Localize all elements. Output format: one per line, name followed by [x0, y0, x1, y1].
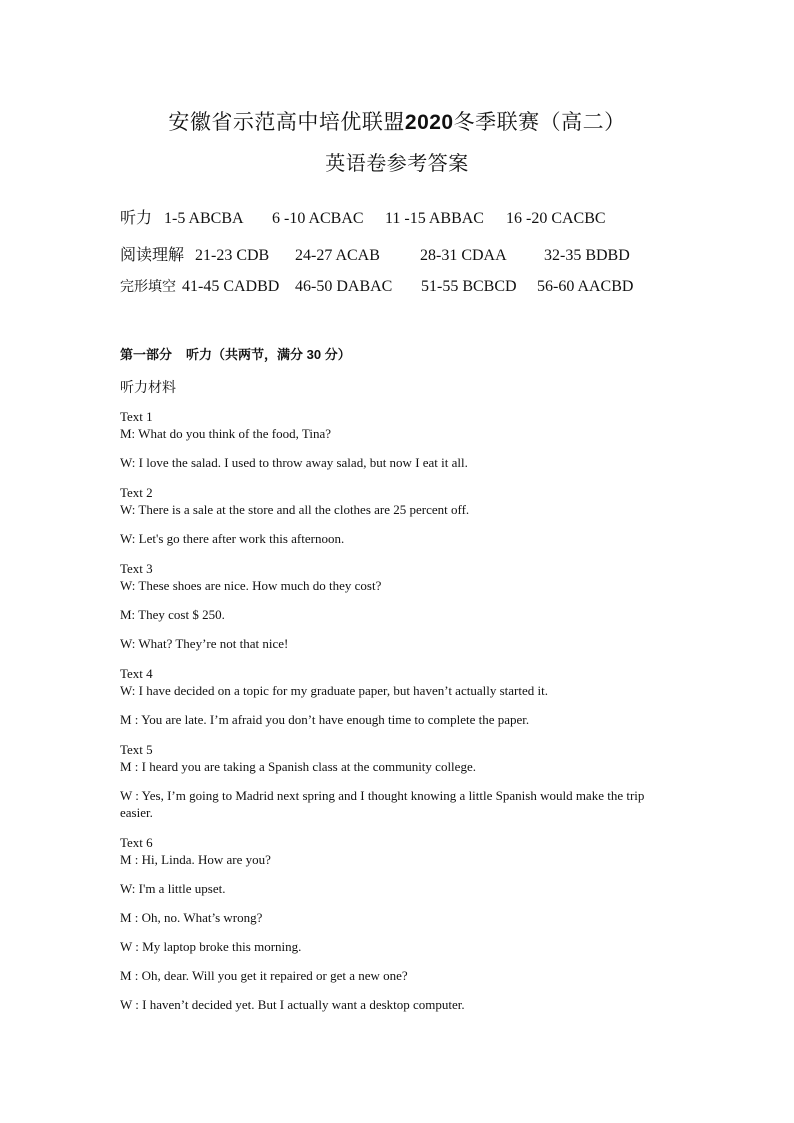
answers-label: 听力: [120, 210, 153, 227]
answers-label: 阅读理解: [120, 247, 185, 264]
dialogue-line: M : Oh, no. What’s wrong?: [120, 910, 263, 925]
dialogue-line: M : Oh, dear. Will you get it repaired or get a new one?: [120, 968, 408, 983]
answer-group: 28-31 CDAA: [420, 247, 507, 264]
page-title: [0, 106, 794, 136]
dialogue-line: W: What? They’re not that nice!: [120, 636, 289, 651]
text-block: [120, 665, 680, 728]
dialogue-line: M : I heard you are taking a Spanish class at the community college.: [120, 759, 476, 774]
answer-group: 56-60 AACBD: [537, 278, 634, 295]
answer-group: 24-27 ACAB: [295, 247, 380, 264]
answer-group: 46-50 DABAC: [295, 278, 393, 295]
text-block: [120, 408, 680, 471]
dialogue-line: W: There is a sale at the store and all the clothes are 25 percent off.: [120, 502, 470, 517]
text-block: [120, 484, 680, 547]
dialogue-line: M : Hi, Linda. How are you?: [120, 852, 271, 867]
text-title: Text 2: [120, 485, 153, 500]
dialogue-line: M : You are late. I’m afraid you don’t have enough time to complete the paper.: [120, 712, 530, 727]
answer-group: 11 -15 ABBAC: [385, 210, 484, 227]
answers-listening: [120, 205, 606, 228]
dialogue-line: W : My laptop broke this morning.: [120, 939, 302, 954]
text-block: [120, 834, 680, 1013]
section-part: 第一部分: [120, 347, 173, 362]
dialogue-line: W: These shoes are nice. How much do they cost?: [120, 578, 382, 593]
material-label: 听力材料: [120, 381, 176, 396]
listening-transcript: [120, 408, 680, 1026]
answer-group: 21-23 CDB: [195, 247, 270, 264]
answer-group: 16 -20 CACBC: [506, 210, 606, 227]
dialogue-line: W: Let's go there after work this afternoon.: [120, 531, 345, 546]
title-year: 2020: [404, 111, 454, 134]
dialogue-line: W: I have decided on a topic for my graduate paper, but haven’t actually started it.: [120, 683, 548, 698]
answer-group: 6 -10 ACBAC: [272, 210, 364, 227]
text-title: Text 6: [120, 835, 153, 850]
answer-group: 51-55 BCBCD: [421, 278, 517, 295]
answer-group: 41-45 CADBD: [182, 278, 280, 295]
title-contest: 冬季联赛（高二）: [453, 110, 626, 134]
dialogue-line: W: I'm a little upset.: [120, 881, 226, 896]
text-title: Text 4: [120, 666, 153, 681]
answer-group: 32-35 BDBD: [544, 247, 630, 264]
dialogue-line: M: What do you think of the food, Tina?: [120, 426, 332, 441]
answers-cloze: [120, 276, 633, 296]
dialogue-line: W: I love the salad. I used to throw away salad, but now I eat it all.: [120, 455, 468, 470]
text-title: Text 5: [120, 742, 153, 757]
dialogue-line: M: They cost $ 250.: [120, 607, 225, 622]
text-title: Text 3: [120, 561, 153, 576]
dialogue-line: W : I haven’t decided yet. But I actually want a desktop computer.: [120, 997, 465, 1012]
text-title: Text 1: [120, 409, 153, 424]
answers-label: 完形填空: [120, 280, 176, 295]
answers-reading: [120, 242, 630, 265]
section-heading: [120, 344, 351, 363]
page-subtitle: 英语卷参考答案: [325, 153, 469, 175]
answer-group: 1-5 ABCBA: [164, 210, 244, 227]
text-block: [120, 741, 680, 821]
text-block: [120, 560, 680, 652]
dialogue-line: W : Yes, I’m going to Madrid next spring and I thought knowing a little Spanish would make the trip easier.: [120, 788, 645, 820]
section-name: 听力（共两节，满分 30 分）: [186, 347, 351, 362]
title-school: 安徽省示范高中培优联盟: [168, 110, 405, 134]
